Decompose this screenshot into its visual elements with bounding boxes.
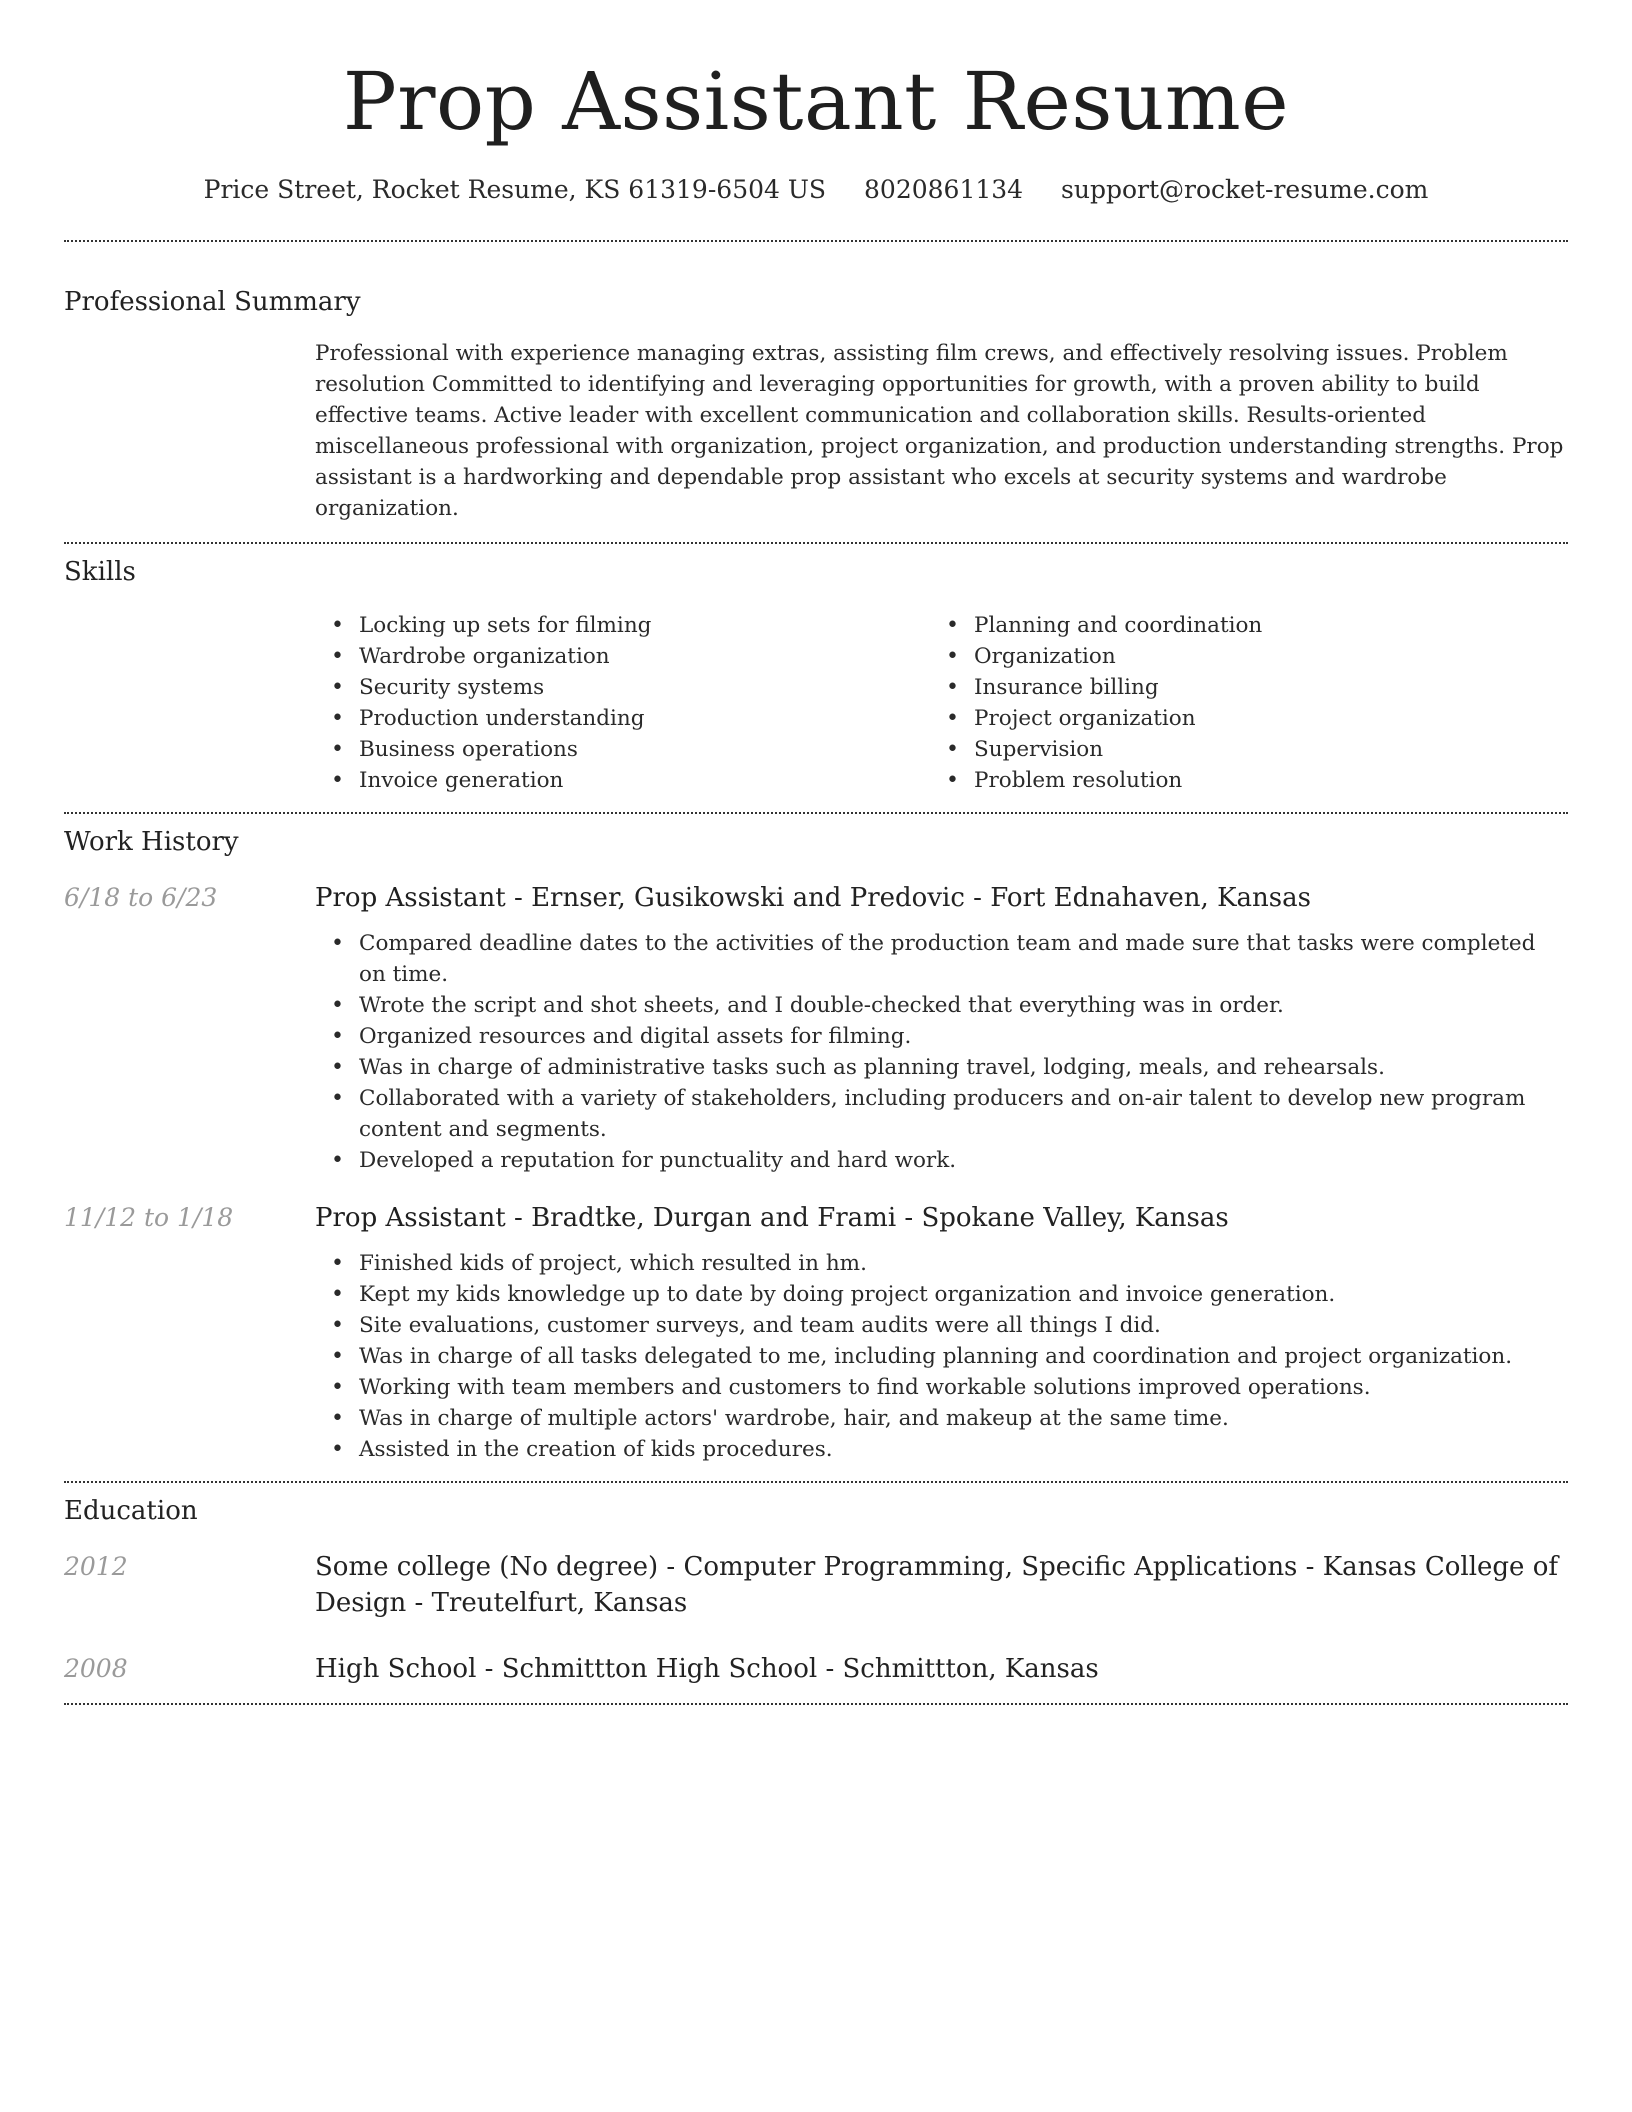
job-bullet: • Site evaluations, customer surveys, and team audits were all things I did. <box>315 1310 1568 1341</box>
education-degree: High School <box>315 1654 477 1684</box>
skill-item: • Planning and coordination <box>930 610 1545 641</box>
contact-line <box>64 174 1568 206</box>
education-school: - Kansas College of Design - Treutelfurt, Kansas <box>315 1552 1558 1618</box>
divider <box>64 240 1568 242</box>
job-title <box>315 882 1568 914</box>
education-year: 2008 <box>64 1654 128 1683</box>
job-bullet: • Kept my kids knowledge up to date by doing project organization and invoice generation. <box>315 1279 1568 1310</box>
skill-item: • Insurance billing <box>930 672 1545 703</box>
divider <box>64 1703 1568 1705</box>
skills-list-left <box>315 610 930 796</box>
job-entry <box>64 882 1568 1176</box>
job-bullet: • Was in charge of all tasks delegated to me, including planning and coordination and project organization. <box>315 1341 1568 1372</box>
work-history-section <box>64 826 1568 1481</box>
section-heading: Professional Summary <box>64 287 361 317</box>
skill-item: • Project organization <box>930 703 1545 734</box>
job-bullet: • Organized resources and digital assets for filming. <box>315 1021 1568 1052</box>
skill-item: • Business operations <box>315 734 930 765</box>
skills-columns <box>315 610 1568 812</box>
skill-item: • Supervision <box>930 734 1545 765</box>
section-heading: Skills <box>64 557 136 587</box>
section-heading: Education <box>64 1496 198 1526</box>
skill-item: • Locking up sets for filming <box>315 610 930 641</box>
education-entry <box>64 1651 1568 1703</box>
professional-summary-section <box>64 286 1568 542</box>
divider <box>64 1481 1568 1483</box>
job-dates: 6/18 to 6/23 <box>64 883 218 912</box>
job-title <box>315 1202 1568 1234</box>
skill-item: • Production understanding <box>315 703 930 734</box>
contact-phone: 8020861134 <box>864 175 1024 204</box>
job-bullet: • Compared deadline dates to the activities of the production team and made sure that tasks were completed on time. <box>315 928 1568 990</box>
education-title <box>315 1549 1568 1621</box>
section-heading: Work History <box>64 827 239 857</box>
skills-list-right <box>930 610 1545 796</box>
contact-address: Price Street, Rocket Resume, KS 61319-6504 US <box>203 175 827 204</box>
job-bullet: • Working with team members and customers to find workable solutions improved operations. <box>315 1372 1568 1403</box>
skill-item: • Organization <box>930 641 1545 672</box>
job-dates: 11/12 to 1/18 <box>64 1203 234 1232</box>
job-bullet: • Wrote the script and shot sheets, and I double-checked that everything was in order. <box>315 990 1568 1021</box>
education-year: 2012 <box>64 1552 128 1581</box>
job-bullet: • Assisted in the creation of kids procedures. <box>315 1434 1568 1465</box>
job-bullet: • Collaborated with a variety of stakeholders, including producers and on-air talent to develop new program content and segments. <box>315 1083 1568 1145</box>
job-employer: - Bradtke, Durgan and Frami - Spokane Valley, Kansas <box>505 1203 1229 1233</box>
skill-item: • Security systems <box>315 672 930 703</box>
job-bullet: • Was in charge of multiple actors' wardrobe, hair, and makeup at the same time. <box>315 1403 1568 1434</box>
education-degree: Some college (No degree) - Computer Programming, Specific Applications <box>315 1552 1298 1582</box>
education-school: - Schmittton High School - Schmittton, Kansas <box>476 1654 1099 1684</box>
job-bullets <box>315 928 1568 1176</box>
contact-email: support@rocket-resume.com <box>1061 175 1429 204</box>
education-title <box>315 1651 1568 1687</box>
education-section <box>64 1495 1568 1703</box>
job-bullet: • Finished kids of project, which resulted in hm. <box>315 1248 1568 1279</box>
job-bullet: • Developed a reputation for punctuality and hard work. <box>315 1145 1568 1176</box>
summary-text: Professional with experience managing extras, assisting film crews, and effectively resolving issues. Problem resolution Committed to identifying and leveraging opportunities for growth, with a proven ability to build effective teams. Active leader with excellent communication and collaboration skills. Results-oriented miscellaneous professional with organization, project organization, and production understanding strengths. Prop assistant is a hardworking and dependable prop assistant who excels at security systems and wardrobe organization. <box>315 341 1564 521</box>
education-entry <box>64 1549 1568 1621</box>
job-bullet: • Was in charge of administrative tasks such as planning travel, lodging, meals, and rehearsals. <box>315 1052 1568 1083</box>
divider <box>64 812 1568 814</box>
resume-title: Prop Assistant Resume <box>342 55 1290 148</box>
skills-section <box>64 556 1568 812</box>
divider <box>64 542 1568 544</box>
skill-item: • Wardrobe organization <box>315 641 930 672</box>
skill-item: • Problem resolution <box>930 765 1545 796</box>
skill-item: • Invoice generation <box>315 765 930 796</box>
job-role: Prop Assistant <box>315 883 506 913</box>
job-employer: - Ernser, Gusikowski and Predovic - Fort Ednahaven, Kansas <box>505 883 1311 913</box>
job-bullets <box>315 1248 1568 1465</box>
job-role: Prop Assistant <box>315 1203 506 1233</box>
job-entry <box>64 1202 1568 1481</box>
